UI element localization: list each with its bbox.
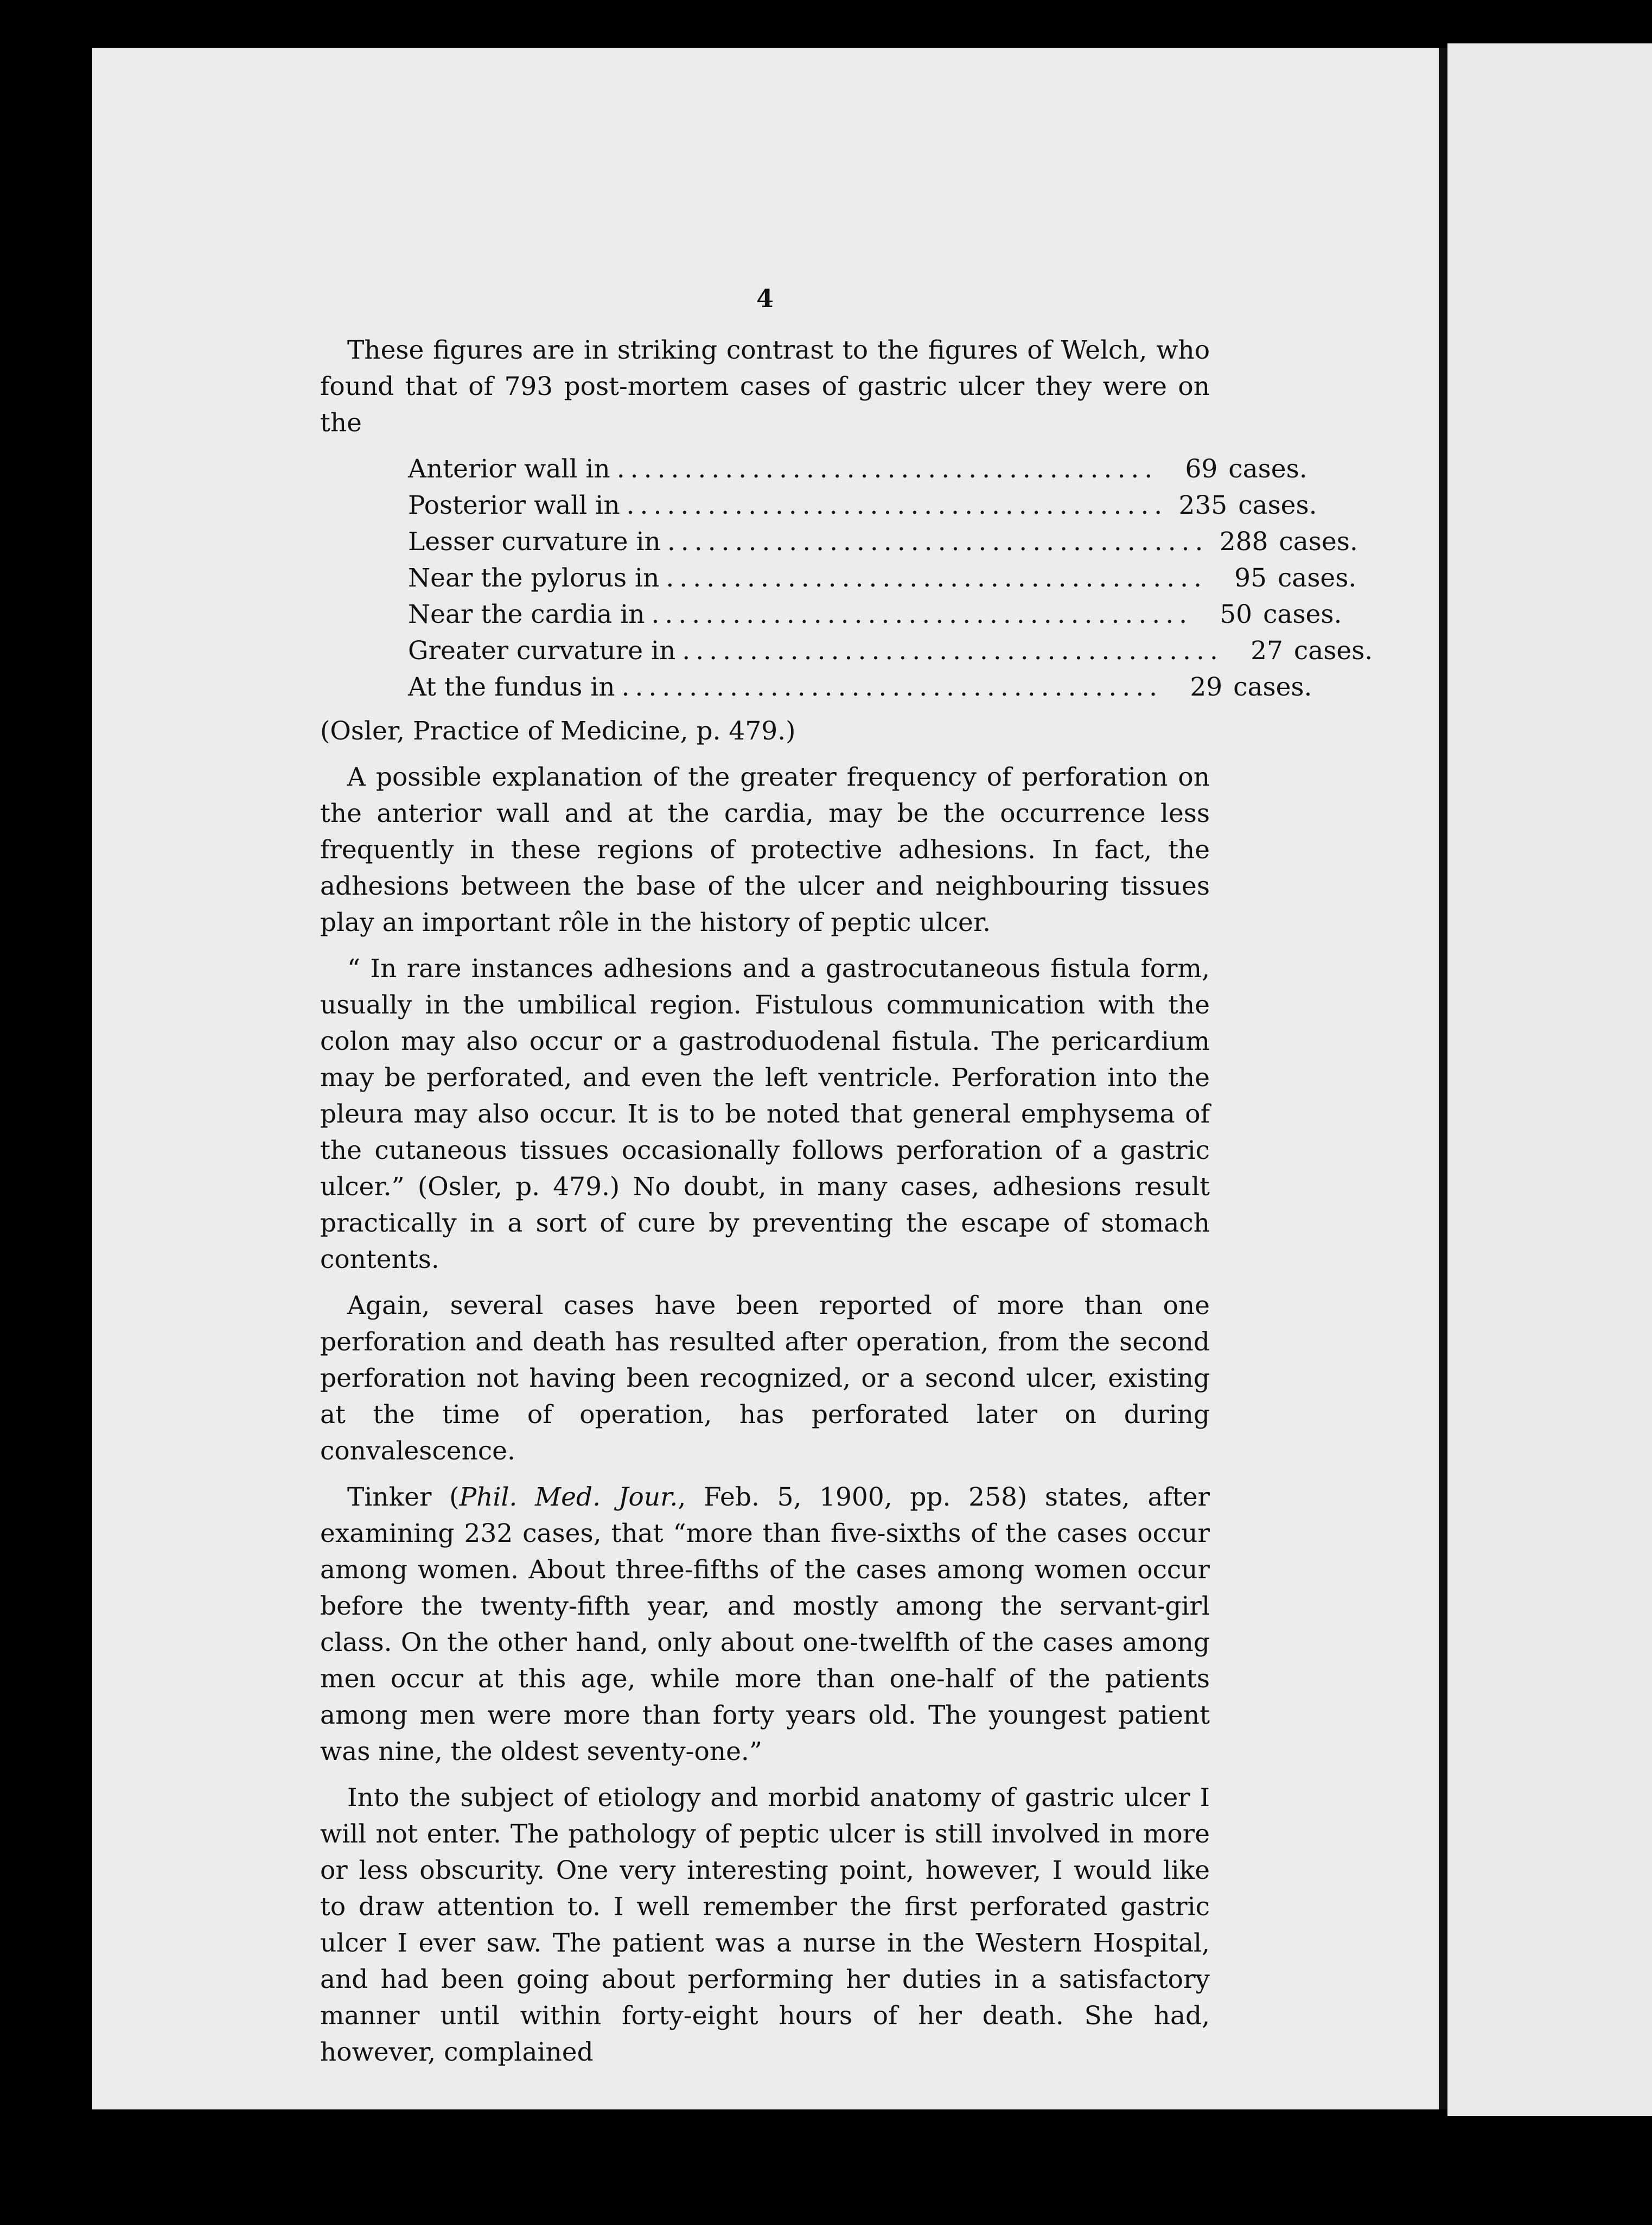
stat-label: Posterior wall in — [408, 490, 620, 520]
dot-leader: ........................................ — [621, 672, 1163, 702]
quoted-paragraph: “ In rare instances adhesions and a gastrocutaneous fistula form, usually in the umbilical region. Fistulous communication with the colon may also occur or a gastroduodenal fistula. The pericardium may be perforated, and even the left ventricle. Perforation into the pleura may also occur. It is to be noted that general emphysema of the cutaneous tissues occasionally follows perforation of a gastric ulcer.” (Osler, p. 479.) No doubt, in many cases, adhesions result practically in a sort of cure by preventing the escape of stomach contents. — [320, 954, 1210, 1274]
stat-unit: cases. — [1279, 527, 1358, 557]
page-content — [320, 282, 1373, 2080]
stat-count: 50 — [1220, 600, 1253, 629]
stat-label: Greater curvature in — [408, 636, 676, 666]
stat-unit: cases. — [1263, 600, 1342, 629]
stat-label: At the fundus in — [408, 672, 615, 702]
stat-count: 27 — [1251, 636, 1283, 666]
stat-row — [408, 596, 1342, 633]
explanation-paragraph: A possible explanation of the greater frequency of perforation on the anterior wall and at the cardia, may be the occurrence less frequently in these regions of protective adhesions. In fact, the adhesions between the base of the ulcer and neighbouring tissues play an important rôle in the history of peptic ulcer. — [320, 762, 1210, 938]
intro-paragraph: These figures are in striking contrast to the figures of Welch, who found that of 793 post-mortem cases of gastric ulcer they were on the — [320, 335, 1210, 438]
perforation-paragraph: Again, several cases have been reported of more than one perforation and death has resulted after operation, from the second perforation not having been recognized, or a second ulcer, existing at the time of operation, has perforated later on during convalescence. — [320, 1291, 1210, 1466]
facing-page-edge — [1447, 43, 1652, 2116]
stat-label: Lesser curvature in — [408, 527, 661, 557]
tinker-paragraph — [320, 1479, 1210, 1770]
stat-row — [408, 560, 1357, 596]
stat-count: 235 — [1178, 490, 1228, 520]
stat-label: Anterior wall in — [408, 454, 610, 484]
dot-leader: ........................................ — [626, 490, 1168, 520]
etiology-paragraph: Into the subject of etiology and morbid anatomy of gastric ulcer I will not enter. The pathology of peptic ulcer is still involved in more or less obscurity. One very interesting point, however, I would like to draw attention to. I well remember the first perforated gastric ulcer I ever saw. The patient was a nurse in the Western Hospital, and had been going about performing her duties in a satisfactory manner until within forty-eight hours of her death. She had, however, complained — [320, 1783, 1210, 2067]
stat-row — [408, 487, 1317, 524]
stat-count: 69 — [1185, 454, 1218, 484]
stat-label: Near the pylorus in — [408, 563, 660, 593]
stat-row — [408, 633, 1373, 669]
tinker-text: , Feb. 5, 1900, pp. 258) states, after examining 232 cases, that “more than five-sixths of the cases occur among women. About three-fifths of the cases among women occur before the twenty-fifth year, and mostly among the servant-girl class. On the other hand, only about one-twelfth of the cases among men occur at this age, while more than one-half of the patients among men were more than forty years old. The youngest patient was nine, the oldest seventy-one.” — [320, 1482, 1210, 1767]
journal-title: Phil. Med. Jour. — [459, 1482, 678, 1512]
stat-row — [408, 524, 1358, 560]
dot-leader: ........................................ — [651, 600, 1193, 629]
stat-count: 95 — [1234, 563, 1267, 593]
stat-count: 288 — [1219, 527, 1268, 557]
location-statistics-list — [408, 451, 1373, 705]
dot-leader: ........................................ — [682, 636, 1223, 666]
stat-unit: cases. — [1238, 490, 1317, 520]
stat-count: 29 — [1190, 672, 1223, 702]
stat-unit: cases. — [1233, 672, 1312, 702]
dot-leader: ........................................ — [616, 454, 1158, 484]
stat-unit: cases. — [1277, 563, 1357, 593]
stat-unit: cases. — [1228, 454, 1307, 484]
stat-unit: cases. — [1293, 636, 1373, 666]
stat-row — [408, 451, 1307, 487]
dot-leader: ........................................ — [666, 563, 1207, 593]
page-gutter — [1439, 48, 1447, 2109]
page-number: 4 — [756, 284, 774, 313]
tinker-author: Tinker ( — [347, 1482, 460, 1512]
dot-leader: ........................................ — [667, 527, 1209, 557]
citation: (Osler, Practice of Medicine, p. 479.) — [320, 716, 796, 746]
stat-row — [408, 669, 1312, 705]
stat-label: Near the cardia in — [408, 600, 645, 629]
